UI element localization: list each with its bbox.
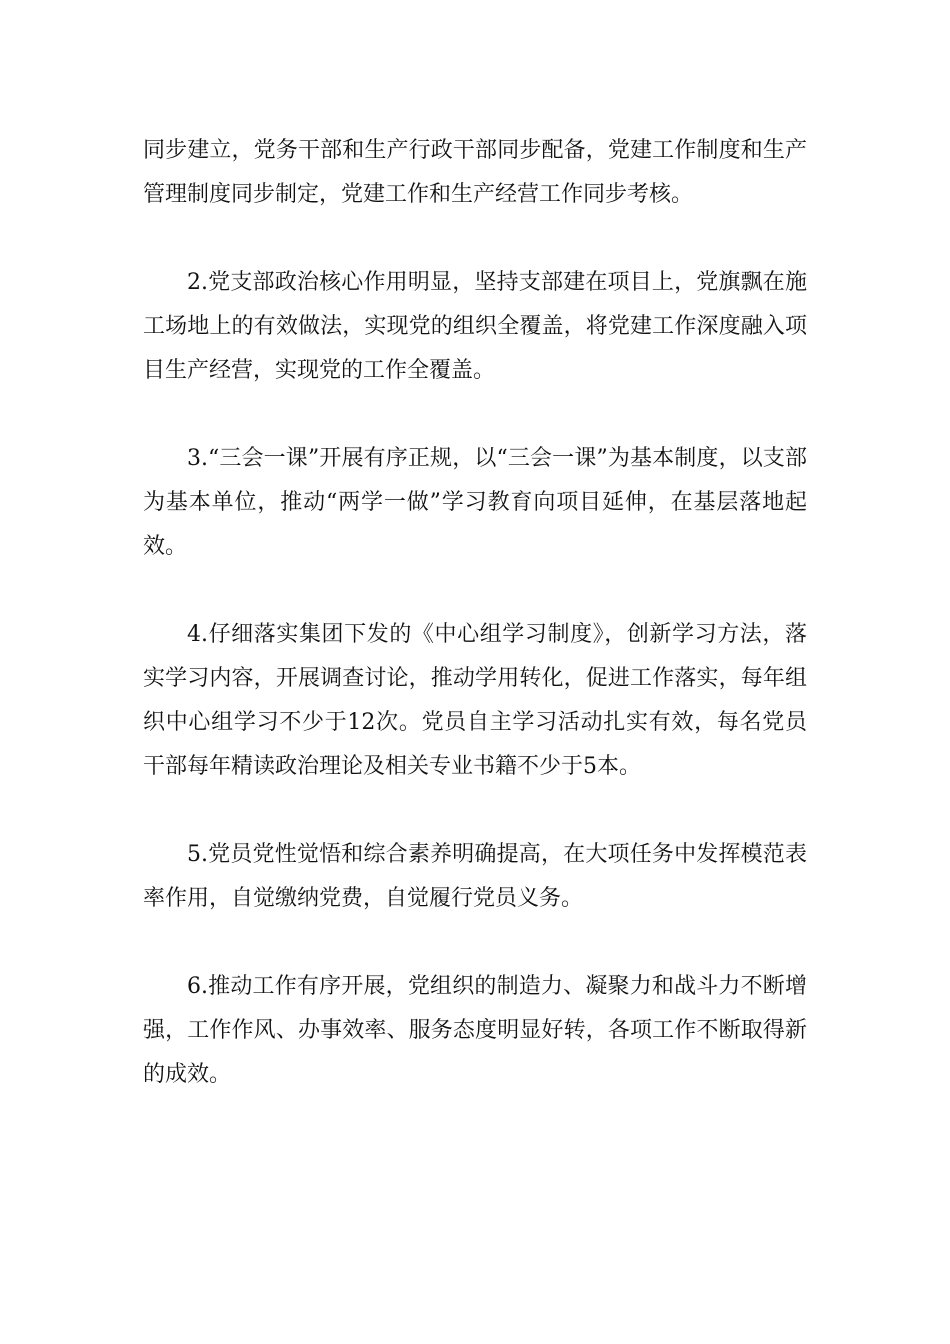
document-body xyxy=(143,129,807,1097)
paragraph-item-4: 4.仔细落实集团下发的《中心组学习制度》，创新学习方法，落实学习内容，开展调查讨论，推动学用转化，促进工作落实，每年组织中心组学习不少于12次。党员自主学习活动扎实有效，每名党员干部每年精读政治理论及相关专业书籍不少于5本。 xyxy=(143,622,807,779)
paragraph-item-2: 2.党支部政治核心作用明显，坚持支部建在项目上，党旗飘在施工场地上的有效做法，实现党的组织全覆盖，将党建工作深度融入项目生产经营，实现党的工作全覆盖。 xyxy=(143,270,807,383)
paragraph-item-6: 6.推动工作有序开展，党组织的制造力、凝聚力和战斗力不断增强，工作作风、办事效率、服务态度明显好转，各项工作不断取得新的成效。 xyxy=(143,974,807,1087)
paragraph-continuation: 同步建立，党务干部和生产行政干部同步配备，党建工作制度和生产管理制度同步制定，党建工作和生产经营工作同步考核。 xyxy=(143,138,807,207)
paragraph-item-3: 3.“三会一课”开展有序正规，以“三会一课”为基本制度，以支部为基本单位，推动“两学一做”学习教育向项目延伸，在基层落地起效。 xyxy=(143,446,807,559)
paragraph-item-5: 5.党员党性觉悟和综合素养明确提高，在大项任务中发挥模范表率作用，自觉缴纳党费，自觉履行党员义务。 xyxy=(143,842,807,911)
